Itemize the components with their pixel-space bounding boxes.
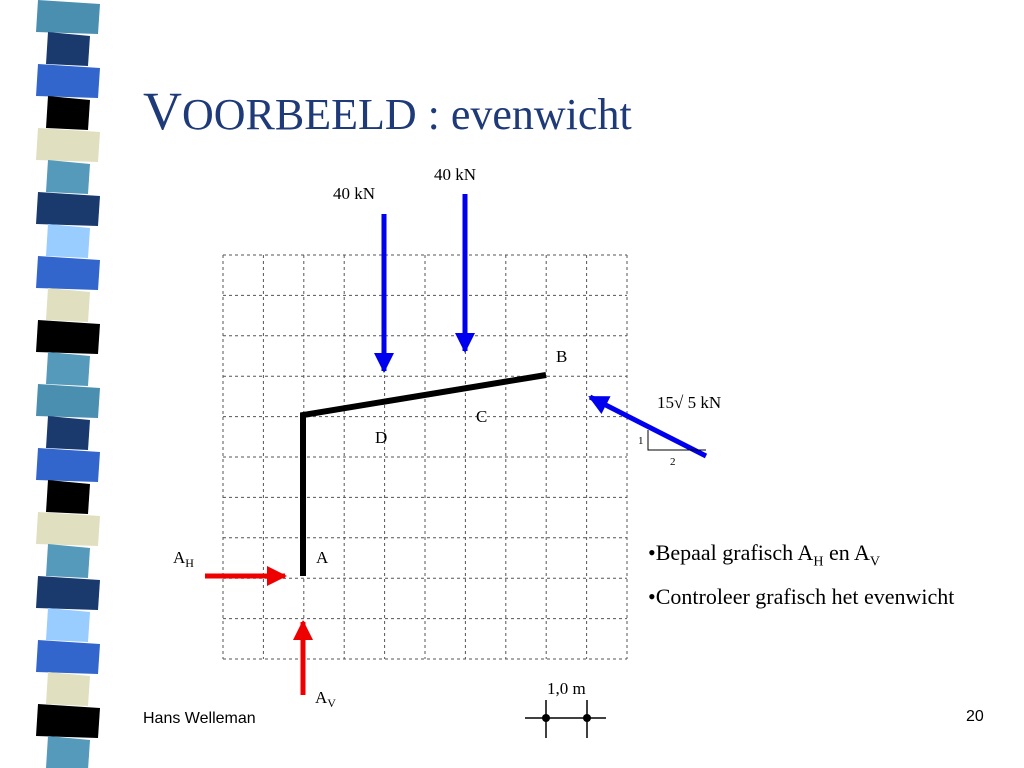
scale-label: 1,0 m [547,679,586,698]
dashed-grid [223,255,627,659]
slope-rise-label: 1 [638,435,644,447]
footer-author: Hans Welleman [143,710,256,727]
reaction-h-sub: H [185,556,194,570]
reaction-v-base: A [315,688,328,707]
load-label-left: 40 kN [333,184,376,203]
inclined-load-label: 15√ 5 kN [657,393,722,412]
reaction-v-sub: V [327,696,336,710]
point-label-c: C [476,407,488,426]
scale-bar [525,700,606,738]
point-label-b: B [556,347,568,366]
reaction-h-base: A [173,548,186,567]
bullet-item: •Controleer grafisch het evenwicht [648,584,955,610]
slope-run-label: 2 [670,456,676,468]
title-first-letter: V [143,81,182,141]
point-label-a: A [316,548,329,567]
load-label-right: 40 kN [434,165,477,184]
instruction-list [648,538,988,617]
point-label-d: D [375,428,388,447]
reaction-label-v [315,688,336,710]
bullet-item: •Bepaal grafisch $A_H$ en $A_V$ [648,540,881,570]
page-number: 20 [966,708,984,725]
title-rest: OORBEELD : evenwicht [182,90,632,139]
reaction-label-h [173,548,194,570]
